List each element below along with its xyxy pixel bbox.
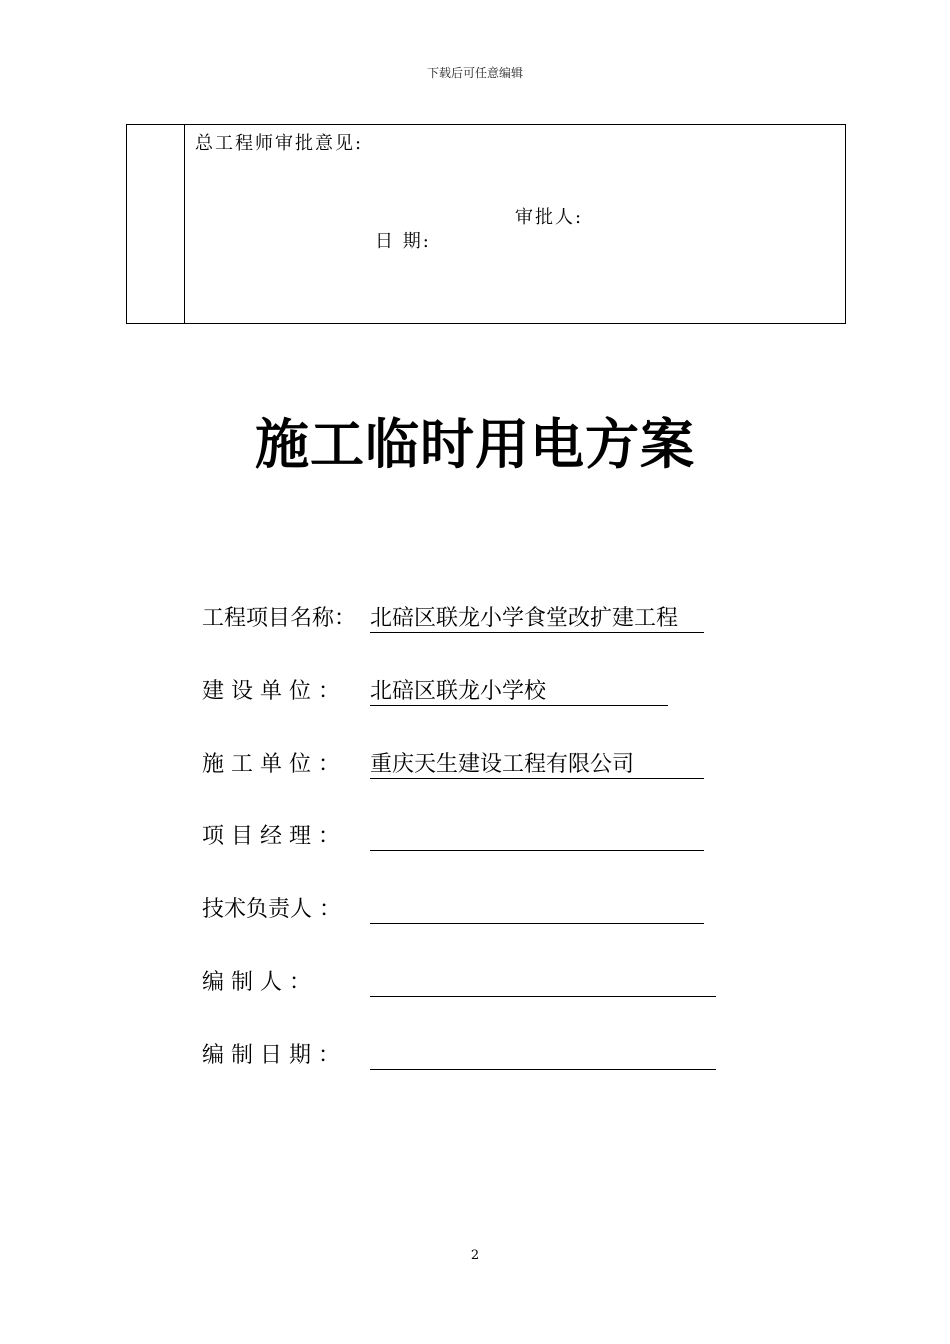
- field-label: 项 目 经 理 ：: [202, 824, 340, 849]
- field-value: [370, 895, 704, 924]
- field-value: [370, 968, 716, 997]
- field-label: 建 设 单 位 ：: [202, 679, 340, 704]
- field-value: [370, 1041, 716, 1070]
- field-value: [370, 822, 704, 851]
- approval-box: [126, 124, 846, 324]
- approval-date-label: 日 期:: [375, 231, 431, 252]
- field-value: 北碚区联龙小学食堂改扩建工程: [370, 604, 704, 633]
- page-number: 2: [470, 1248, 480, 1263]
- field-label: 编 制 日 期 ：: [202, 1043, 340, 1068]
- field-label: 施 工 单 位 ：: [202, 752, 340, 777]
- header-note: 下载后可任意编辑: [426, 66, 523, 80]
- approval-title: 总工程师审批意见:: [195, 133, 364, 154]
- approver-label: 审批人:: [515, 207, 584, 228]
- field-value: 北碚区联龙小学校: [370, 677, 668, 706]
- field-label: 编 制 人 ：: [202, 970, 311, 995]
- approval-left-column: [127, 125, 185, 323]
- document-title: 施工临时用电方案: [255, 413, 695, 476]
- field-value: 重庆天生建设工程有限公司: [370, 750, 704, 779]
- field-label: 技术负责人 ：: [202, 897, 341, 922]
- field-label: 工程项目名称：: [202, 606, 357, 631]
